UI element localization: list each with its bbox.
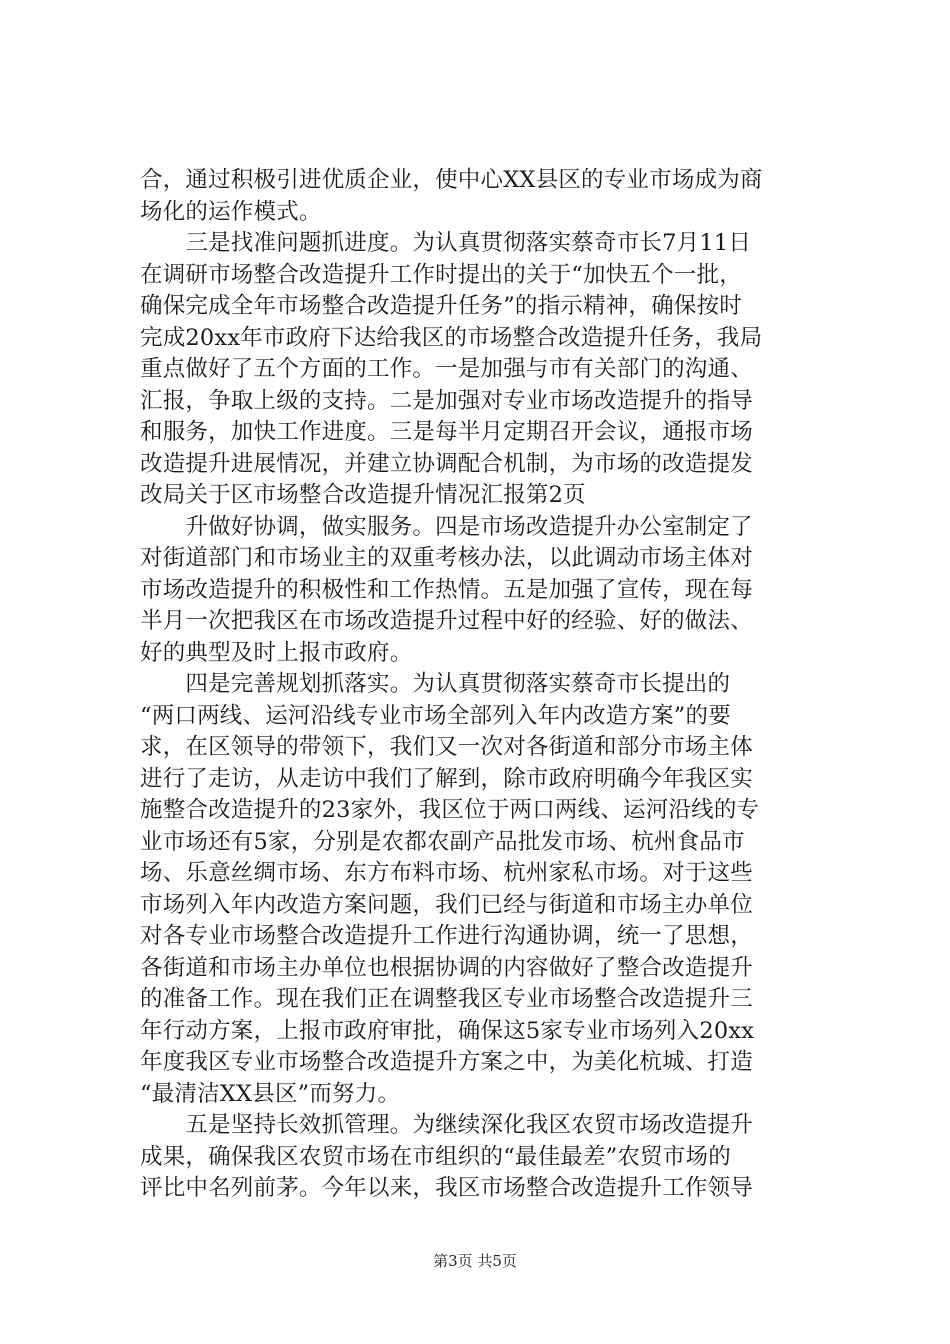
text-line: 成果，确保我区农贸市场在市组织的“最佳最差”农贸市场的 bbox=[140, 1143, 731, 1170]
text-line: 的准备工作。现在我们正在调整我区专业市场整合改造提升三 bbox=[140, 986, 753, 1012]
text-line: “最清洁XX县区”而努力。 bbox=[140, 1080, 401, 1107]
text-line: 半月一次把我区在市场改造提升过程中好的经验、好的做法、 bbox=[140, 608, 753, 634]
text-line: 合，通过积极引进优质企业，使中心XX县区的专业市场成为商 bbox=[140, 167, 763, 193]
text-line: 市场改造提升的积极性和工作热情。五是加强了宣传，现在每 bbox=[140, 576, 753, 603]
text-line: 完成20xx年市政府下达给我区的市场整合改造提升任务，我局 bbox=[140, 324, 763, 351]
text-line: 汇报，争取上级的支持。二是加强对专业市场改造提升的指导 bbox=[140, 387, 753, 414]
text-line: 各街道和市场主办单位也根据协调的内容做好了整合改造提升 bbox=[140, 954, 753, 981]
text-line: 四是完善规划抓落实。为认真贯彻落实蔡奇市长提出的 bbox=[140, 671, 731, 697]
text-line: 施整合改造提升的23家外，我区位于两口两线、运河沿线的专 bbox=[140, 797, 760, 823]
text-line: 进行了走访，从走访中我们了解到，除市政府明确今年我区实 bbox=[140, 765, 753, 792]
text-line: 场、乐意丝绸市场、东方布料市场、杭州家私市场。对于这些 bbox=[140, 860, 753, 886]
page-footer: 第3页 共5页 bbox=[433, 1252, 517, 1270]
text-line: 改局关于区市场整合改造提升情况汇报第2页 bbox=[140, 482, 586, 508]
text-line: “两口两线、运河沿线专业市场全部列入年内改造方案”的要 bbox=[140, 702, 731, 729]
text-line: 对各专业市场整合改造提升工作进行沟通协调，统一了思想， bbox=[140, 923, 753, 949]
text-line: 升做好协调，做实服务。四是市场改造提升办公室制定了 bbox=[140, 513, 753, 540]
document-body bbox=[140, 165, 830, 1205]
text-line: 五是坚持长效抓管理。为继续深化我区农贸市场改造提升 bbox=[140, 1112, 753, 1138]
text-line: 业市场还有5家，分别是农都农副产品批发市场、杭州食品市 bbox=[140, 828, 745, 855]
text-line: 对街道部门和市场业主的双重考核办法，以此调动市场主体对 bbox=[140, 545, 753, 571]
text-line: 市场列入年内改造方案问题，我们已经与街道和市场主办单位 bbox=[140, 891, 753, 918]
text-line: 确保完成全年市场整合改造提升任务”的指示精神，确保按时 bbox=[140, 293, 742, 319]
text-line: 好的典型及时上报市政府。 bbox=[140, 639, 413, 666]
text-line: 年度我区专业市场整合改造提升方案之中，为美化杭城、打造 bbox=[140, 1049, 753, 1075]
text-line: 在调研市场整合改造提升工作时提出的关于“加快五个一批， bbox=[140, 261, 742, 288]
text-line: 三是找准问题抓进度。为认真贯彻落实蔡奇市长7月11日 bbox=[140, 230, 752, 256]
text-line: 年行动方案，上报市政府审批，确保这5家专业市场列入20xx bbox=[140, 1017, 755, 1044]
text-line: 改造提升进展情况，并建立协调配合机制，为市场的改造提发 bbox=[140, 450, 753, 477]
text-line: 和服务，加快工作进度。三是每半月定期召开会议，通报市场 bbox=[140, 419, 753, 445]
text-line: 求，在区领导的带领下，我们又一次对各街道和部分市场主体 bbox=[140, 734, 753, 760]
text-line: 评比中名列前茅。今年以来，我区市场整合改造提升工作领导 bbox=[140, 1175, 753, 1201]
text-line: 场化的运作模式。 bbox=[140, 198, 322, 225]
text-line: 重点做好了五个方面的工作。一是加强与市有关部门的沟通、 bbox=[140, 356, 753, 382]
